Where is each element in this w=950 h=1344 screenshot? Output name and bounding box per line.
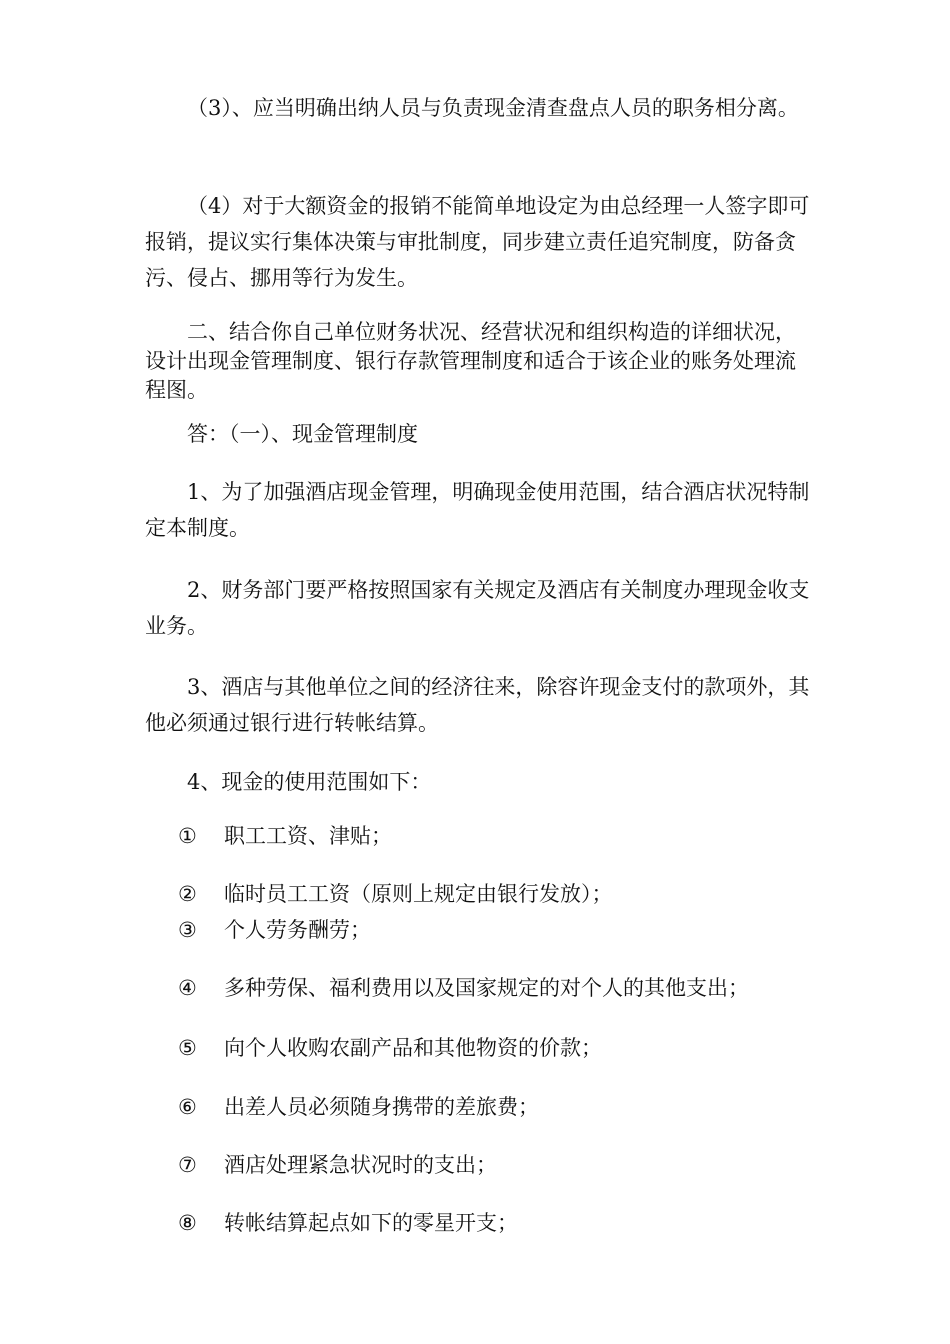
list-item-text: 多种劳保、福利费用以及国家规定的对个人的其他支出；: [224, 976, 749, 1000]
paragraph-item-1: 1、为了加强酒店现金管理，明确现金使用范围，结合酒店状况特制定本制度。: [145, 480, 810, 540]
list-item-text: 向个人收购农副产品和其他物资的价款；: [224, 1036, 602, 1060]
list-item: [178, 973, 749, 1003]
list-item-number: ⑤: [178, 1036, 197, 1060]
paragraph-3-duty-separation: （3）、应当明确出纳人员与负责现金清查盘点人员的职务相分离。: [187, 96, 799, 120]
list-item: [178, 1150, 497, 1180]
paragraph-4-large-expense-approval: （4）对于大额资金的报销不能简单地设定为由总经理一人签字即可报销，提议实行集体决策与审批制度，同步建立责任追究制度，防备贪污、侵占、挪用等行为发生。: [145, 194, 810, 290]
list-item: [178, 1208, 518, 1238]
list-item: [178, 915, 371, 945]
list-item-number: ①: [178, 824, 197, 848]
list-item-number: ③: [178, 918, 197, 942]
list-item-number: ②: [178, 882, 197, 906]
list-item-text: 酒店处理紧急状况时的支出；: [224, 1153, 497, 1177]
list-item-text: 转帐结算起点如下的零星开支；: [224, 1211, 518, 1235]
list-item: [178, 1033, 602, 1063]
list-item: [178, 1092, 539, 1122]
list-item-text: 个人劳务酬劳；: [224, 918, 371, 942]
list-item-text: 临时员工工资（原则上规定由银行发放）；: [224, 882, 613, 906]
list-item-number: ⑧: [178, 1211, 197, 1235]
paragraph-item-2: 2、财务部门要严格按照国家有关规定及酒店有关制度办理现金收支业务。: [145, 578, 810, 638]
paragraph-answer-heading: 答：（一）、现金管理制度: [187, 422, 418, 446]
list-item-number: ④: [178, 976, 197, 1000]
list-item-number: ⑦: [178, 1153, 197, 1177]
paragraph-item-4: 4、现金的使用范围如下：: [187, 770, 432, 794]
list-item: [178, 821, 392, 851]
list-item: [178, 879, 613, 909]
list-item-text: 出差人员必须随身携带的差旅费；: [224, 1095, 539, 1119]
paragraph-item-3: 3、酒店与其他单位之间的经济往来，除容许现金支付的款项外，其他必须通过银行进行转帐结算。: [145, 675, 810, 735]
list-item-number: ⑥: [178, 1095, 197, 1119]
list-item-text: 职工工资、津贴；: [224, 824, 392, 848]
paragraph-section-two-question: 二、结合你自己单位财务状况、经营状况和组织构造的详细状况，设计出现金管理制度、银行存款管理制度和适合于该企业的账务处理流程图。: [145, 320, 796, 402]
